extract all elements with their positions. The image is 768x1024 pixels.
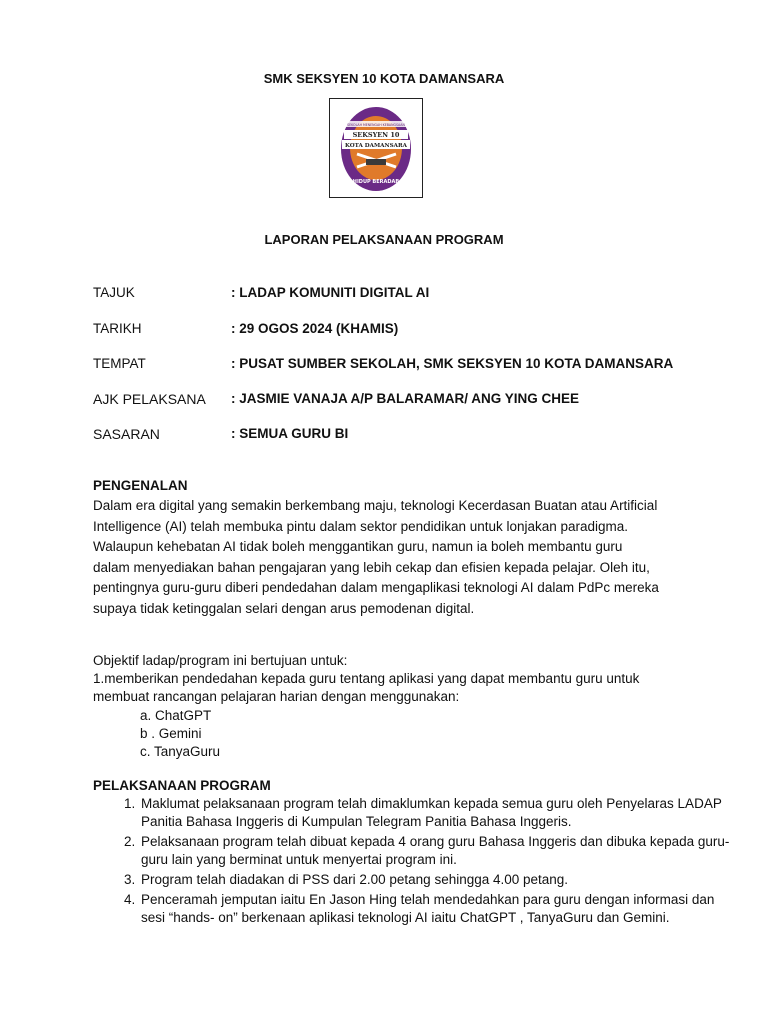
info-label: AJK PELAKSANA [93,391,206,407]
logo-bottom-text: HIDUP BERADAB [352,179,400,185]
info-value: : 29 OGOS 2024 (KHAMIS) [231,321,399,336]
school-name: SMK SEKSYEN 10 KOTA DAMANSARA [263,71,505,86]
info-value: : PUSAT SUMBER SEKOLAH, SMK SEKSYEN 10 KOTA DAMANSARA [231,356,674,371]
objektif-items [140,707,220,761]
objektif-line: 1.memberikan pendedahan kepada guru tentang aplikasi yang dapat membantu guru untuk [93,671,640,686]
pengenalan-paragraph [93,496,693,619]
pelaksanaan-heading: PELAKSANAAN PROGRAM [93,778,271,793]
logo-line1-text: SEKSYEN 10 [352,131,400,139]
paragraph-line: Walaupun kehebatan AI tidak boleh menggantikan guru, namun ia boleh membantu guru [93,539,623,554]
list-item: 4. Penceramah jemputan iaitu En Jason Hing telah mendedahkan para guru dengan informasi dan sesi “hands- on” berkenaan aplikasi teknologi AI iaitu ChatGPT , TanyaGuru dan Gemini. [139,891,739,927]
objektif-block [93,652,693,706]
paragraph-line: pentingnya guru-guru diberi pendedahan dalam mengaplikasi teknologi AI dalam PdPc mereka [93,580,659,595]
info-row-sasaran [93,426,733,448]
objektif-item: c. TanyaGuru [140,744,221,759]
info-label: TAJUK [93,285,135,300]
info-label: TEMPAT [93,356,146,371]
school-logo-frame [329,98,423,198]
list-item: 2. Pelaksanaan program telah dibuat kepada 4 orang guru Bahasa Inggeris dan dibuka kepada guru-guru lain yang berminat untuk menyertai program ini. [139,833,739,869]
list-item: 3. Program telah diadakan di PSS dari 2.00 petang sehingga 4.00 petang. [139,871,739,889]
logo-top-text: SEKOLAH MENENGAH KEBANGSAAN [347,123,405,127]
paragraph-line: dalam menyediakan bahan pengajaran yang lebih cekap dan efisien kepada pelajar. Oleh itu, [93,559,650,575]
info-row-ajk-pelaksana [93,391,733,413]
info-value: : JASMIE VANAJA A/P BALARAMAR/ ANG YING CHEE [231,391,580,406]
paragraph-line: Intelligence (AI) telah membuka pintu dalam sektor pendidikan untuk lonjakan paradigma. [93,518,629,534]
paragraph-line: supaya tidak ketinggalan selari dengan arus pemodenan digital. [93,600,475,616]
info-row-tarikh [93,321,733,343]
logo-line2-text: KOTA DAMANSARA [345,143,407,149]
info-row-tempat [93,356,733,378]
objektif-item: a. ChatGPT [140,708,212,723]
list-item: 1. Maklumat pelaksanaan program telah dimaklumkan kepada semua guru oleh Penyelaras LADAP Panitia Bahasa Inggeris di Kumpulan Telegram Panitia Bahasa Inggeris. [139,795,739,831]
pelaksanaan-list [93,795,739,929]
info-row-tajuk [93,285,733,307]
info-label: TARIKH [93,321,142,336]
objektif-line: membuat rancangan pelajaran harian dengan menggunakan: [93,689,460,704]
info-label: SASARAN [93,426,160,442]
school-crest-icon [330,99,422,197]
report-title: LAPORAN PELAKSANAAN PROGRAM [264,232,504,247]
pengenalan-heading: PENGENALAN [93,478,188,493]
paragraph-line: Dalam era digital yang semakin berkembang maju, teknologi Kecerdasan Buatan atau Artificial [93,498,658,513]
info-value: : LADAP KOMUNITI DIGITAL AI [231,285,430,300]
objektif-intro: Objektif ladap/program ini bertujuan untuk: [93,653,348,668]
info-value: : SEMUA GURU BI [231,426,349,441]
objektif-item: b . Gemini [140,726,202,741]
